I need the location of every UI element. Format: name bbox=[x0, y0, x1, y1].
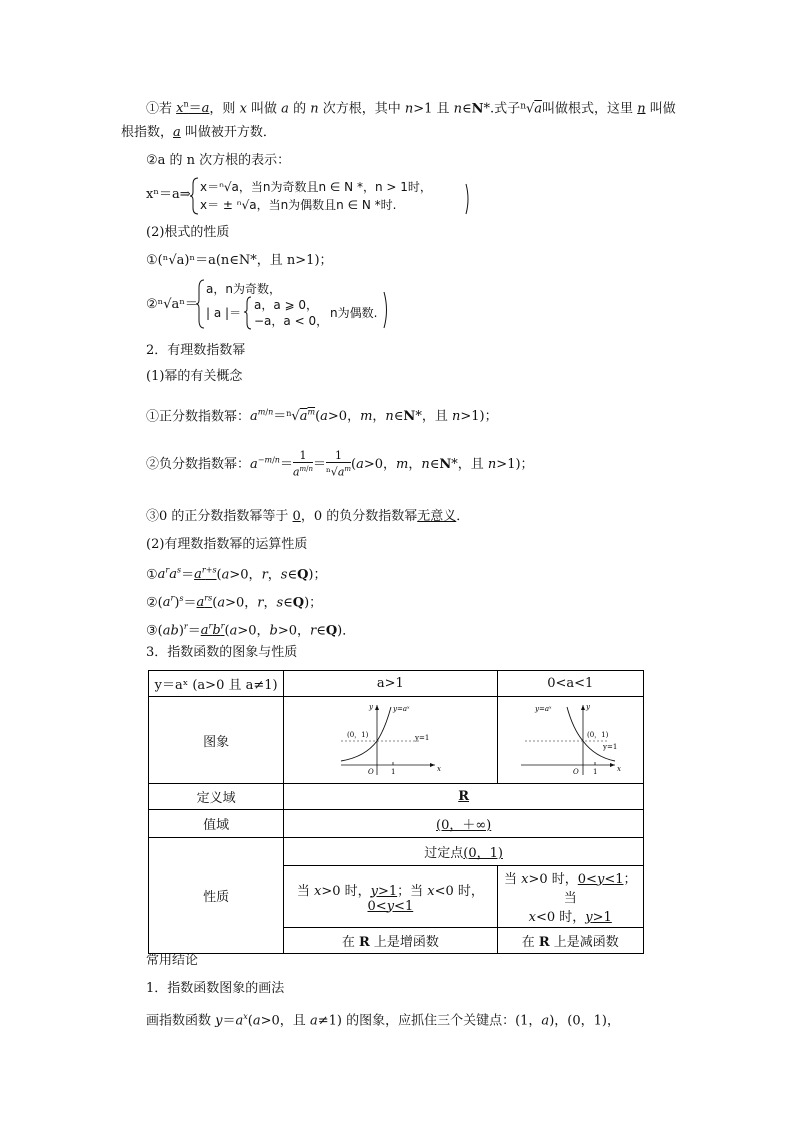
abs-value: | a |＝ bbox=[206, 306, 242, 320]
zero-exponent-line: ③0 的正分数指数幂等于 0，0 的负分数指数幂无意义． bbox=[146, 509, 470, 524]
operation-rule-1: $①a^ra^s=a^{r+s}(a>0$，r，s∈Q)； bbox=[146, 566, 327, 583]
origin-label: O bbox=[573, 768, 579, 776]
table-header-a-lt-1: 0<a<1 bbox=[497, 671, 644, 697]
operation-properties-heading: (2)有理数指数幂的运算性质 bbox=[146, 537, 308, 552]
curve-label: y=aˣ bbox=[535, 705, 552, 713]
left-brace-icon bbox=[190, 176, 200, 216]
section-3-title: 3．指数函数的图象与性质 bbox=[146, 645, 298, 660]
line-label: y=1 bbox=[415, 734, 430, 742]
decreasing-exponential-graph bbox=[515, 699, 625, 777]
radical-case-odd: a，n为奇数， bbox=[206, 282, 281, 296]
row-label-domain: 定义域 bbox=[149, 784, 284, 810]
tick-one-label: 1 bbox=[593, 768, 598, 776]
common-conclusions-heading: 常用结论 bbox=[146, 953, 199, 968]
increasing-mono-cell: 在 R 上是增函数 bbox=[284, 928, 497, 954]
operation-rule-2: $②(a^r)^s=a^{rs}(a>0$，r，s∈Q)； bbox=[146, 594, 323, 611]
graph-decreasing-cell bbox=[497, 697, 644, 784]
decreasing-sign-cell: 当 x>0 时，0<y<1；当 x<0 时，y>1 bbox=[497, 866, 644, 928]
range-cell bbox=[284, 810, 644, 838]
x-axis-label: x bbox=[437, 765, 442, 773]
origin-label: O bbox=[368, 768, 375, 776]
decreasing-mono-cell: 在 R 上是减函数 bbox=[497, 928, 644, 954]
root-case-even: x＝ ± ⁿ√a，当n为偶数且n ∈ N *时. bbox=[200, 198, 397, 212]
increasing-exponential-graph bbox=[335, 699, 445, 777]
table-header-a-gt-1: a>1 bbox=[284, 671, 497, 697]
left-brace-icon bbox=[196, 278, 206, 330]
positive-exponent-line: ①正分数指数幂：$a^{m/n}=^n√a^m(a>0$，m，n∈N*，且 n>1)； bbox=[146, 408, 498, 425]
right-paren-icon bbox=[382, 290, 390, 330]
conclusion-1-text: 画指数函数 $y=a^x(a>0$，且 a≠1) 的图象，应抓住三个关键点：(1，a)，(0，1)， bbox=[146, 1012, 620, 1029]
y-axis-label: y bbox=[369, 703, 374, 711]
conclusion-1-title: 1．指数函数图象的画法 bbox=[146, 981, 285, 996]
increasing-sign-cell: 当 x>0 时，y>1；当 x<0 时，0<y<1 bbox=[284, 866, 497, 928]
power-concepts-heading: (1)幂的有关概念 bbox=[146, 369, 243, 384]
section-2-title: 2．有理数指数幂 bbox=[146, 343, 246, 358]
root-piecewise-lhs: xⁿ＝a⇒ bbox=[146, 187, 191, 202]
x-axis-label: x bbox=[617, 765, 622, 773]
tick-one-label: 1 bbox=[391, 768, 396, 776]
fixed-point-cell: 过定点(0，1) bbox=[284, 838, 644, 866]
abs-case-neg: −a，a < 0， bbox=[254, 314, 329, 328]
point-label: (0，1) bbox=[347, 731, 369, 739]
radical-property-1: ①(ⁿ√a)ⁿ＝a(n∈N*，且 n>1)； bbox=[146, 253, 333, 268]
representation-heading: ②a 的 n 次方根的表示： bbox=[146, 153, 291, 168]
line-label: y=1 bbox=[603, 743, 618, 751]
graph-increasing-cell bbox=[284, 697, 497, 784]
row-label-graph: 图象 bbox=[149, 697, 284, 784]
root-case-odd: x＝ⁿ√a，当n为奇数且n ∈ N *，n > 1时， bbox=[200, 180, 432, 194]
left-brace-icon bbox=[244, 296, 252, 330]
row-label-properties: 性质 bbox=[149, 838, 284, 954]
exponential-function-table bbox=[148, 670, 644, 954]
range-value: (0，＋∞) bbox=[436, 818, 492, 833]
definition-line-2: 根指数，a 叫做被开方数． bbox=[121, 125, 276, 140]
right-paren-icon bbox=[464, 182, 472, 216]
domain-value: R bbox=[458, 789, 470, 804]
point-label: (0，1) bbox=[587, 731, 609, 739]
row-label-range: 值域 bbox=[149, 810, 284, 838]
radical-property-2-lhs: ②ⁿ√aⁿ＝ bbox=[146, 297, 198, 312]
abs-case-nonneg: a，a ⩾ 0， bbox=[254, 298, 319, 312]
even-condition: n为偶数. bbox=[330, 306, 378, 320]
curve-label: y=aˣ bbox=[393, 705, 410, 713]
domain-cell bbox=[284, 784, 644, 810]
operation-rule-3: $③(ab)^r=a^rb^r(a>0$，b>0，r∈Q)． bbox=[146, 622, 356, 639]
negative-exponent-line: ②负分数指数幂：$a^{-m/n}=$ $\frac{1}{a^{m/n}}$ ＝ $\frac{1}{^n√a^m}$ (a>0，m，n∈N*，且 n>1)； bbox=[146, 449, 534, 479]
radical-properties-heading: (2)根式的性质 bbox=[146, 225, 230, 240]
table-header-function: y＝aˣ (a>0 且 a≠1) bbox=[149, 671, 284, 697]
definition-line-1: ①若 $x^n=a$，则 x 叫做 a 的 n 次方根，其中 n>1 且 n∈N*.式子$^n$√a叫做根式，这里 n 叫做 bbox=[146, 100, 676, 117]
y-axis-label: y bbox=[586, 703, 591, 711]
